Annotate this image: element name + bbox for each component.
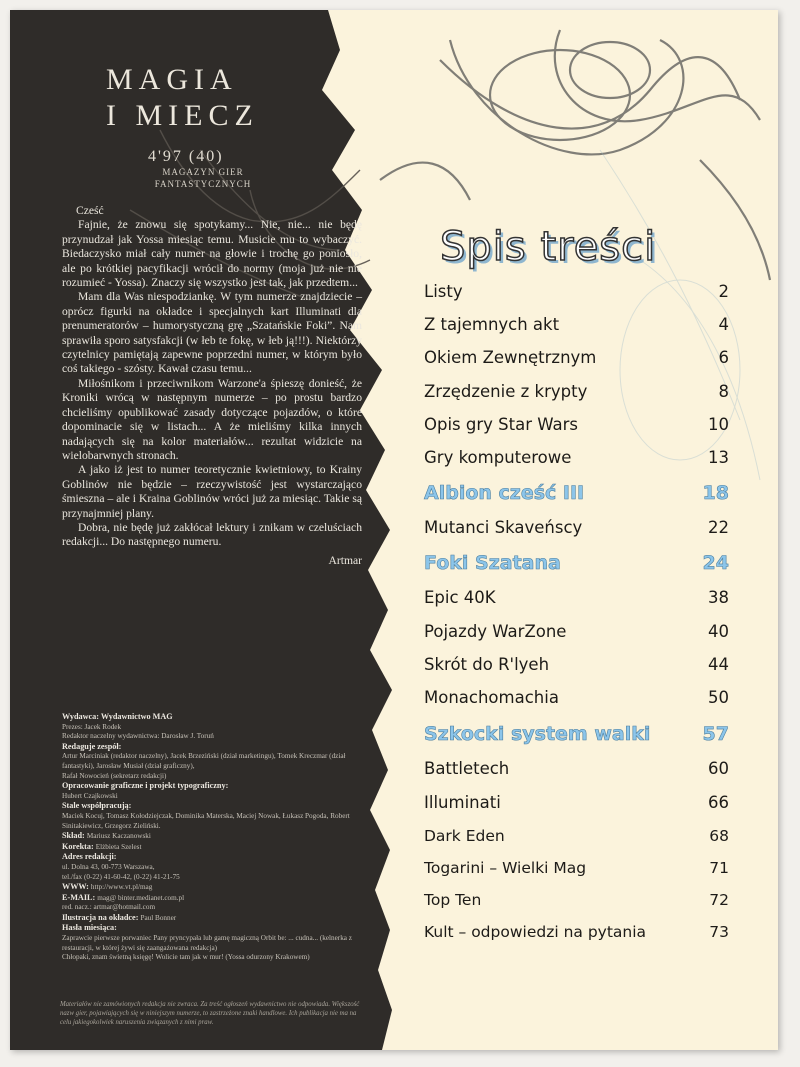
- toc-entry: [424, 655, 729, 685]
- colophon-text: Artur Marciniak (redaktor naczelny), Jacek Brzeziński (dział marketingu), Tomek Kreczmar (dział fantastyki), Jarosław Musiał (dział graficzny),: [62, 752, 346, 770]
- toc-entry: [424, 793, 729, 823]
- colophon-text: Hubert Czajkowski: [62, 791, 118, 800]
- toc-entry: [424, 923, 729, 953]
- colophon-line: [62, 772, 352, 782]
- colophon-text: Prezes: Jacek Rodek: [62, 722, 122, 731]
- toc-entry-title: Kult – odpowiedzi na pytania: [424, 923, 647, 941]
- colophon-label: Redaguje zespół:: [62, 741, 122, 751]
- toc-entry-title: Albion cześć III: [424, 482, 585, 504]
- colophon-line: [62, 953, 352, 963]
- toc-entry-page: 2: [718, 282, 729, 301]
- colophon-text: red. nacz.: artmar@hotmail.com: [62, 903, 156, 912]
- colophon-text: Chłopaki, znam świetną księgę! Wolicie tam jak w mur! (Yossa odurzony Krakowem): [62, 953, 310, 962]
- toc-entry: [424, 518, 729, 548]
- toc-entry-page: 38: [708, 588, 729, 607]
- colophon-line: [62, 903, 352, 913]
- colophon-label: Skład:: [62, 831, 87, 841]
- toc-entry: [424, 348, 729, 378]
- colophon-line: [62, 781, 352, 792]
- colophon-text: ul. Dolna 43, 00-773 Warszawa,: [62, 862, 155, 871]
- colophon-label: WWW:: [62, 882, 91, 892]
- colophon-footnote: Materiałów nie zamówionych redakcja nie zwraca. Za treść ogłoszeń wydawnictwo nie odpowiada. Większość nazw gier, pojawiających się w niniejszym numerze, to zastrzeżone znaki handlowe. Ich publikacja nie ma na celu jakiegokolwiek naruszenia związanych z nimi praw.: [60, 1001, 360, 1026]
- toc-entry-page: 68: [709, 827, 729, 845]
- colophon: [62, 712, 352, 963]
- toc-entry: [424, 282, 729, 312]
- toc-entry: [424, 382, 729, 412]
- issue-number: 4'97 (40): [148, 148, 224, 165]
- toc-entry-title: Z tajemnych akt: [424, 315, 560, 334]
- colophon-label: Stale współpracują:: [62, 801, 132, 811]
- toc-entry-page: 22: [708, 518, 729, 537]
- toc-entry-title: Top Ten: [424, 891, 482, 909]
- colophon-line: [62, 913, 352, 924]
- toc-entry-title: Monachomachia: [424, 688, 559, 707]
- colophon-line: [62, 852, 352, 863]
- toc-entry-title: Battletech: [424, 759, 510, 778]
- toc-entry: [424, 891, 729, 921]
- editorial-paragraph: Miłośnikom i przeciwnikom Warzone'a śpieszę donieść, że Kroniki wrócą w następnym numerze – po prostu bardzo chcieliśmy opublikować zasady dotyczące pojazdów, o które dopominacie się w listach... A że mieliśmy kilka innych nadających się na kolor materiałów... rezultat widzicie na wielobarwnych stronach.: [62, 376, 362, 462]
- colophon-label: Ilustracja na okładce:: [62, 912, 141, 922]
- toc-entry-page: 13: [708, 448, 729, 467]
- toc-entry-page: 18: [702, 482, 729, 504]
- editorial-paragraph: Mam dla Was niespodziankę. W tym numerze znajdziecie – oprócz figurki na okładce i specjalnych kart Illuminati dla prenumeratorów – humorystyczną grę „Szatańskie Foki”. Nam sprawiła sporo satysfakcji (w łeb te fokę, w łeb ją!!!). Niektórzy czytelnicy pamiętają zapewne poprzedni numer, w którym było coś takiego - szósty. Kawał czasu temu...: [62, 290, 362, 376]
- colophon-text: mag@ binter.medianet.com.pl: [97, 893, 185, 902]
- colophon-label: E-MAIL:: [62, 892, 98, 902]
- editorial-paragraph: Dobra, nie będę już zakłócał lektury i znikam w czeluściach redakcji... Do następnego numeru.: [62, 520, 362, 549]
- toc-entry: [424, 827, 729, 857]
- toc-entry: [424, 759, 729, 789]
- toc-entry-page: 10: [708, 415, 729, 434]
- toc-entry-title: Togarini – Wielki Mag: [424, 859, 587, 877]
- colophon-line: [62, 752, 352, 771]
- colophon-label: Korekta:: [62, 841, 96, 851]
- colophon-label: Opracowanie graficzne i projekt typograficzny:: [62, 781, 229, 791]
- toc-entry: [424, 723, 729, 753]
- toc-entry-title: Gry komputerowe: [424, 448, 572, 467]
- toc-entry-title: Pojazdy WarZone: [424, 622, 567, 641]
- colophon-text: Elżbieta Szelest: [95, 842, 142, 851]
- toc-entry-page: 24: [702, 552, 729, 574]
- toc-entry-title: Opis gry Star Wars: [424, 415, 578, 434]
- colophon-line: [62, 792, 352, 802]
- toc-entry-page: 71: [709, 859, 729, 877]
- toc-entry-page: 50: [708, 688, 729, 707]
- colophon-text: Rafał Nowocień (sekretarz redakcji): [62, 771, 167, 780]
- colophon-line: [62, 893, 352, 904]
- toc-entry-title: Skrót do R'lyeh: [424, 655, 550, 674]
- colophon-line: [62, 812, 352, 831]
- magazine-title: [106, 62, 306, 134]
- editorial-paragraph: A jako iż jest to numer teoretycznie kwietniowy, to Krainy Goblinów nie będzie – rzeczywistość jest wystarczająco śmieszna – ale i Kraina Goblinów wróci już za miesiąc. Takie są przynajmniej plany.: [62, 463, 362, 520]
- colophon-line: [62, 863, 352, 873]
- toc-entry-page: 60: [708, 759, 729, 778]
- toc-entry-page: 44: [708, 655, 729, 674]
- colophon-line: [62, 723, 352, 733]
- colophon-line: [62, 923, 352, 934]
- colophon-text: Paul Bonner: [140, 913, 177, 922]
- colophon-label: Adres redakcji:: [62, 852, 117, 862]
- editorial-greeting: Cześć: [76, 204, 104, 217]
- colophon-text: tel./fax (0-22) 41-60-42, (0-22) 41-21-75: [62, 872, 180, 881]
- colophon-line: [62, 934, 352, 953]
- toc-entry: [424, 315, 729, 345]
- toc-entry-title: Epic 40K: [424, 588, 496, 607]
- toc-entry-title: Okiem Zewnętrznym: [424, 348, 597, 367]
- toc-entry-title: Szkocki system walki: [424, 723, 651, 745]
- magazine-title-line2: I MIECZ: [106, 99, 259, 132]
- toc-entry-page: 6: [718, 348, 729, 367]
- editorial-signature: Artmar: [328, 553, 362, 567]
- editorial: [62, 204, 362, 568]
- toc-entry: [424, 482, 729, 512]
- toc-entry-page: 66: [708, 793, 729, 812]
- colophon-text: Maciek Kocuj, Tomasz Kołodziejczak, Dominika Materska, Maciej Nowak, Łukasz Pogoda, Robert Sinitakiewicz, Grzegorz Zieliński.: [62, 811, 350, 830]
- toc-entry-page: 4: [718, 315, 729, 334]
- toc-heading: Spis treści: [440, 224, 657, 270]
- toc-entry: [424, 588, 729, 618]
- toc-entry-title: Mutanci Skaveńscy: [424, 518, 583, 537]
- toc-entry: [424, 448, 729, 478]
- toc-entry-page: 72: [709, 891, 729, 909]
- toc-entry-title: Foki Szatana: [424, 552, 561, 574]
- toc-entry: [424, 622, 729, 652]
- toc-entry: [424, 688, 729, 718]
- toc-entry-page: 57: [702, 723, 729, 745]
- colophon-text: http://www.vt.pl/mag: [90, 883, 153, 892]
- colophon-line: [62, 732, 352, 742]
- toc-entry-title: Listy: [424, 282, 463, 301]
- toc-entry-title: Zrzędzenie z krypty: [424, 382, 588, 401]
- colophon-text: Mariusz Kaczanowski: [86, 832, 151, 841]
- toc-entry-title: Dark Eden: [424, 827, 505, 845]
- colophon-line: [62, 801, 352, 812]
- toc-entry-page: 73: [709, 923, 729, 941]
- toc-entry: [424, 859, 729, 889]
- toc-entry: [424, 552, 729, 582]
- toc-entry-title: Illuminati: [424, 793, 501, 812]
- colophon-label: Wydawca: Wydawnictwo MAG: [62, 712, 173, 721]
- colophon-line: [62, 873, 352, 883]
- colophon-text: Zaprawcie pierwsze porwaniec Pany pryncypała lub gamę magiczną Orbit be: ... cudna... (kelnerka z restauracji, w której żywi się zaangażowana redakcja): [62, 934, 352, 952]
- toc-entry-page: 8: [718, 382, 729, 401]
- colophon-line: [62, 742, 352, 753]
- colophon-line: [62, 842, 352, 853]
- magazine-title-line1: MAGIA: [106, 63, 238, 96]
- editorial-paragraph: Fajnie, że znowu się spotykamy... Nie, nie... nie będę przynudzał jak Yossa miesiąc temu. Musicie mu to wybaczyć. Biedaczysko miał cały numer na głowie i trochę go poniosło, ale po krótkiej pacyfikacji wrócił do normy (moja już nie nie rozumieć - Yossa). Znaczy się wszystko jest tak, jak przedtem...: [62, 218, 362, 290]
- colophon-line: [62, 712, 352, 723]
- colophon-line: [62, 882, 352, 893]
- toc-entry-page: 40: [708, 622, 729, 641]
- colophon-text: Redaktor naczelny wydawnictwa: Darosław J. Toruń: [62, 732, 214, 741]
- toc-entry: [424, 415, 729, 445]
- colophon-label: Hasła miesiąca:: [62, 923, 117, 933]
- magazine-subtitle: MAGAZYN GIER FANTASTYCZNYCH: [154, 167, 252, 189]
- colophon-line: [62, 831, 352, 842]
